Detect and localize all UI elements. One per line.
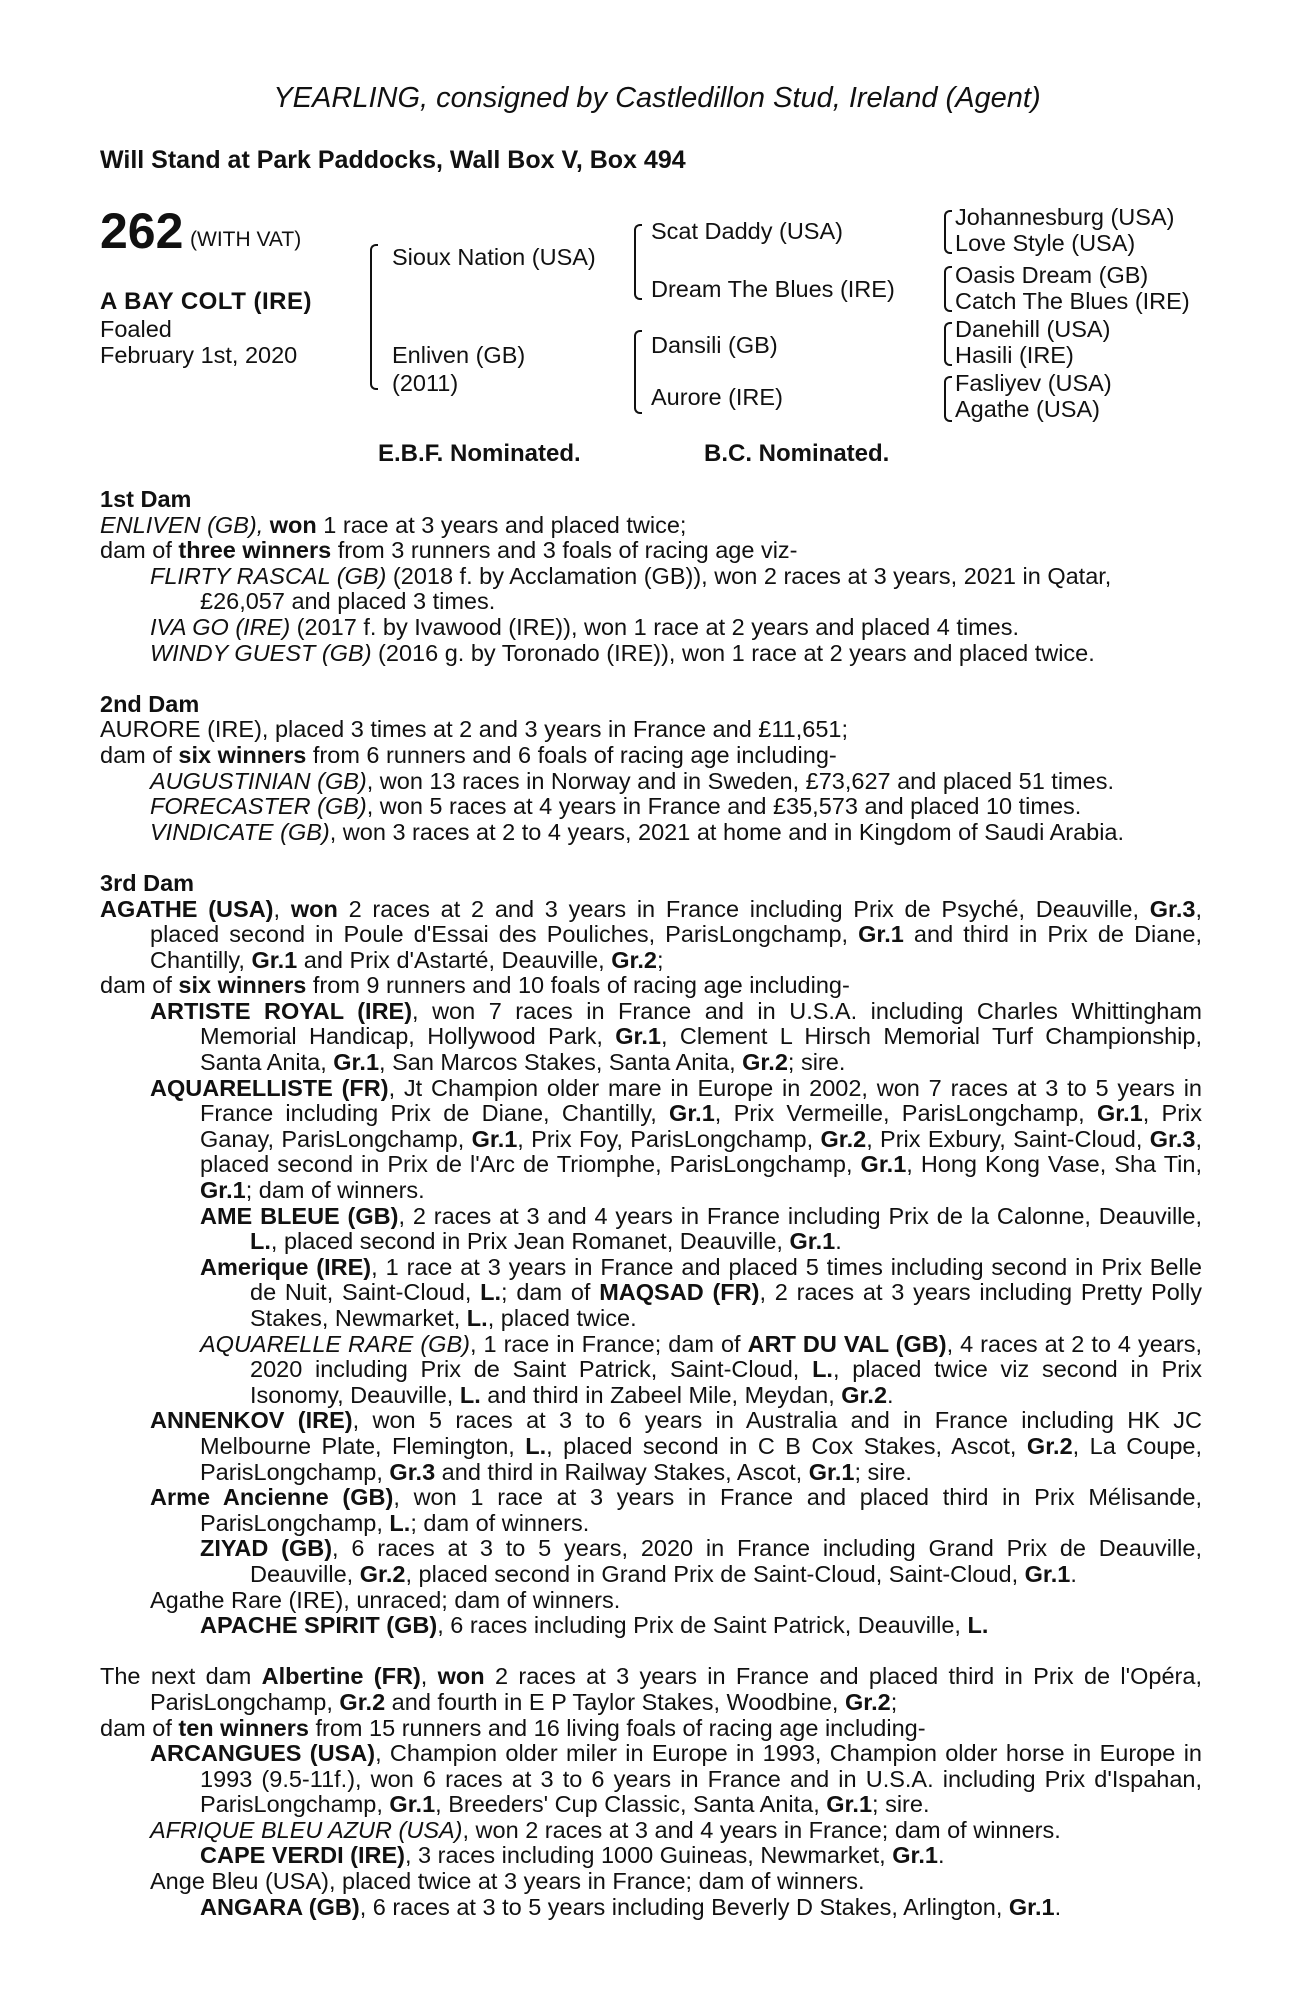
produce-entry: Agathe Rare (IRE), unraced; dam of winners. bbox=[150, 1586, 621, 1613]
pedigree-g6: Hasili (IRE) bbox=[955, 342, 1074, 368]
produce-entry: ANGARA (GB), 6 races at 3 to 5 years including Beverly D Stakes, Arlington, Gr.1. bbox=[200, 1893, 1062, 1920]
pedigree-brace-dam bbox=[634, 330, 642, 414]
produce-entry: FORECASTER (GB), won 5 races at 4 years in France and £35,573 and placed 10 times. bbox=[150, 793, 1082, 820]
pedigree-g4: Catch The Blues (IRE) bbox=[955, 288, 1190, 314]
produce-entry: AUGUSTINIAN (GB), won 13 races in Norway and in Sweden, £73,627 and placed 51 times. bbox=[150, 767, 1114, 794]
bc-nomination: B.C. Nominated. bbox=[704, 440, 890, 467]
pedigree-brace-main bbox=[370, 244, 378, 390]
pedigree-dam: Enliven (GB) bbox=[392, 342, 526, 368]
produce-entry: AQUARELLE RARE (GB), 1 race in France; dam of ART DU VAL (GB), 4 races at 2 to 4 years, 2020 including Prix de Saint Patrick, Saint-Cloud, L., placed twice viz second in Prix Isonomy, Deauville, L. and third in Zabeel Mile, Meydan, Gr.2. bbox=[200, 1330, 1202, 1408]
pedigree-g1: Johannesburg (USA) bbox=[955, 204, 1175, 230]
pedigree-g5: Danehill (USA) bbox=[955, 316, 1111, 342]
pedigree-brace-g3 bbox=[944, 322, 952, 366]
pedigree-g3: Oasis Dream (GB) bbox=[955, 262, 1149, 288]
produce-entry: WINDY GUEST (GB) (2016 g. by Toronado (IRE)), won 1 race at 2 years and placed twice. bbox=[150, 639, 1095, 666]
ebf-nomination: E.B.F. Nominated. bbox=[378, 440, 581, 467]
next-dam-line: The next dam Albertine (FR), won 2 races at 3 years in France and placed third in Prix de l'Opéra, ParisLongchamp, Gr.2 and fourth in E P Taylor Stakes, Woodbine, Gr.2; bbox=[100, 1663, 1202, 1715]
first-dam-line: ENLIVEN (GB), won 1 race at 3 years and placed twice; bbox=[100, 511, 687, 538]
lot-number: 262 bbox=[100, 203, 184, 259]
produce-entry: IVA GO (IRE) (2017 f. by Ivawood (IRE)), won 1 race at 2 years and placed 4 times. bbox=[150, 613, 1020, 640]
third-dam-line: AGATHE (USA), won 2 races at 2 and 3 years in France including Prix de Psyché, Deauville, Gr.3, placed second in Poule d'Essai des Pouliches, ParisLongchamp, Gr.1 and third in Prix de Diane, Chantilly, Gr.1 and Prix d'Astarté, Deauville, Gr.2; bbox=[100, 895, 1203, 973]
pedigree-brace-sire bbox=[634, 224, 642, 300]
produce-entry: AFRIQUE BLEU AZUR (USA), won 2 races at 3 and 4 years in France; dam of winners. bbox=[150, 1816, 1061, 1843]
catalogue-title: YEARLING, consigned by Castledillon Stud, Ireland (Agent) bbox=[273, 82, 1041, 114]
produce-entry: APACHE SPIRIT (GB), 6 races including Prix de Saint Patrick, Deauville, L. bbox=[200, 1612, 989, 1639]
pedigree-dam-year: (2011) bbox=[392, 370, 459, 396]
pedigree-sire-dam: Dream The Blues (IRE) bbox=[651, 276, 895, 302]
produce-entry: AME BLEUE (GB), 2 races at 3 and 4 years in France including Prix de la Calonne, Deauville, L., placed second in Prix Jean Romanet, Deauville, Gr.1. bbox=[200, 1202, 1203, 1255]
vat-note: (WITH VAT) bbox=[190, 228, 302, 251]
next-dam-produce-summary: dam of ten winners from 15 runners and 16 living foals of racing age including- bbox=[100, 1714, 926, 1741]
pedigree-dam-sire: Dansili (GB) bbox=[651, 332, 778, 358]
produce-entry: Amerique (IRE), 1 race at 3 years in France and placed 5 times including second in Prix Belle de Nuit, Saint-Cloud, L.; dam of MAQSAD (FR), 2 races at 3 years including Pretty Polly Stakes, Newmarket, L., placed twice. bbox=[200, 1253, 1202, 1331]
pedigree-g2: Love Style (USA) bbox=[955, 230, 1136, 256]
produce-entry: ARCANGUES (USA), Champion older miler in Europe in 1993, Champion older horse in Europe in 1993 (9.5-11f.), won 6 races at 3 to 6 years in France and in U.S.A. including Prix d'Ispahan, ParisLongchamp, Gr.1, Breeders' Cup Classic, Santa Anita, Gr.1; sire. bbox=[150, 1740, 1202, 1818]
pedigree-brace-g1 bbox=[944, 210, 952, 254]
third-dam-heading: 3rd Dam bbox=[100, 869, 195, 896]
produce-entry: ARTISTE ROYAL (IRE), won 7 races in France and in U.S.A. including Charles Whittingham Memorial Handicap, Hollywood Park, Gr.1, Clement L Hirsch Memorial Turf Championship, Santa Anita, Gr.1, San Marcos Stakes, Santa Anita, Gr.2; sire. bbox=[150, 997, 1203, 1076]
first-dam-heading: 1st Dam bbox=[100, 486, 192, 512]
lot-description: A BAY COLT (IRE) bbox=[100, 288, 313, 315]
pedigree-brace-g4 bbox=[944, 376, 952, 422]
produce-entry: AQUARELLISTE (FR), Jt Champion older mare in Europe in 2002, won 7 races at 3 to 5 years in France including Prix de Diane, Chantilly, Gr.1, Prix Vermeille, ParisLongchamp, Gr.1, Prix Ganay, ParisLongchamp, Gr.1, Prix Foy, ParisLongchamp, Gr.2, Prix Exbury, Saint-Cloud, Gr.3, placed second in Prix de l'Arc de Triomphe, ParisLongchamp, Gr.1, Hong Kong Vase, Sha Tin, Gr.1; dam of winners. bbox=[150, 1074, 1203, 1204]
second-dam-heading: 2nd Dam bbox=[100, 690, 200, 717]
second-dam-produce-summary: dam of six winners from 6 runners and 6 foals of racing age including- bbox=[100, 741, 837, 768]
produce-entry: Ange Bleu (USA), placed twice at 3 years in France; dam of winners. bbox=[150, 1868, 865, 1895]
stand-location: Will Stand at Park Paddocks, Wall Box V, Box 494 bbox=[100, 146, 686, 174]
foaled-label: Foaled bbox=[100, 316, 172, 342]
produce-entry: FLIRTY RASCAL (GB) (2018 f. by Acclamation (GB)), won 2 races at 3 years, 2021 in Qatar, £26,057 and placed 3 times. bbox=[150, 562, 1112, 615]
produce-entry: ANNENKOV (IRE), won 5 races at 3 to 6 years in Australia and in France including HK JC Melbourne Plate, Flemington, L., placed second in C B Cox Stakes, Ascot, Gr.2, La Coupe, ParisLongchamp, Gr.3 and third in Railway Stakes, Ascot, Gr.1; sire. bbox=[150, 1407, 1203, 1485]
pedigree-brace-g2 bbox=[944, 266, 952, 312]
first-dam-produce-summary: dam of three winners from 3 runners and 3 foals of racing age viz- bbox=[100, 537, 798, 564]
produce-entry: ZIYAD (GB), 6 races at 3 to 5 years, 2020 in France including Grand Prix de Deauville, Deauville, Gr.2, placed second in Grand Prix de Saint-Cloud, Saint-Cloud, Gr.1. bbox=[200, 1535, 1202, 1587]
pedigree-g8: Agathe (USA) bbox=[955, 396, 1100, 422]
pedigree-dam-dam: Aurore (IRE) bbox=[651, 384, 783, 410]
third-dam-produce-summary: dam of six winners from 9 runners and 10 foals of racing age including- bbox=[100, 972, 850, 999]
produce-entry: CAPE VERDI (IRE), 3 races including 1000 Guineas, Newmarket, Gr.1. bbox=[200, 1842, 945, 1869]
pedigree-sire: Sioux Nation (USA) bbox=[392, 244, 596, 270]
produce-record bbox=[100, 487, 1202, 1920]
produce-entry: VINDICATE (GB), won 3 races at 2 to 4 years, 2021 at home and in Kingdom of Saudi Arabia. bbox=[150, 818, 1125, 845]
second-dam-line: AURORE (IRE), placed 3 times at 2 and 3 years in France and £11,651; bbox=[100, 716, 849, 743]
pedigree-sire-sire: Scat Daddy (USA) bbox=[651, 218, 843, 244]
pedigree-g7: Fasliyev (USA) bbox=[955, 370, 1112, 396]
produce-entry: Arme Ancienne (GB), won 1 race at 3 years in France and placed third in Prix Mélisande, ParisLongchamp, L.; dam of winners. bbox=[150, 1484, 1202, 1536]
foaled-date: February 1st, 2020 bbox=[100, 342, 298, 368]
